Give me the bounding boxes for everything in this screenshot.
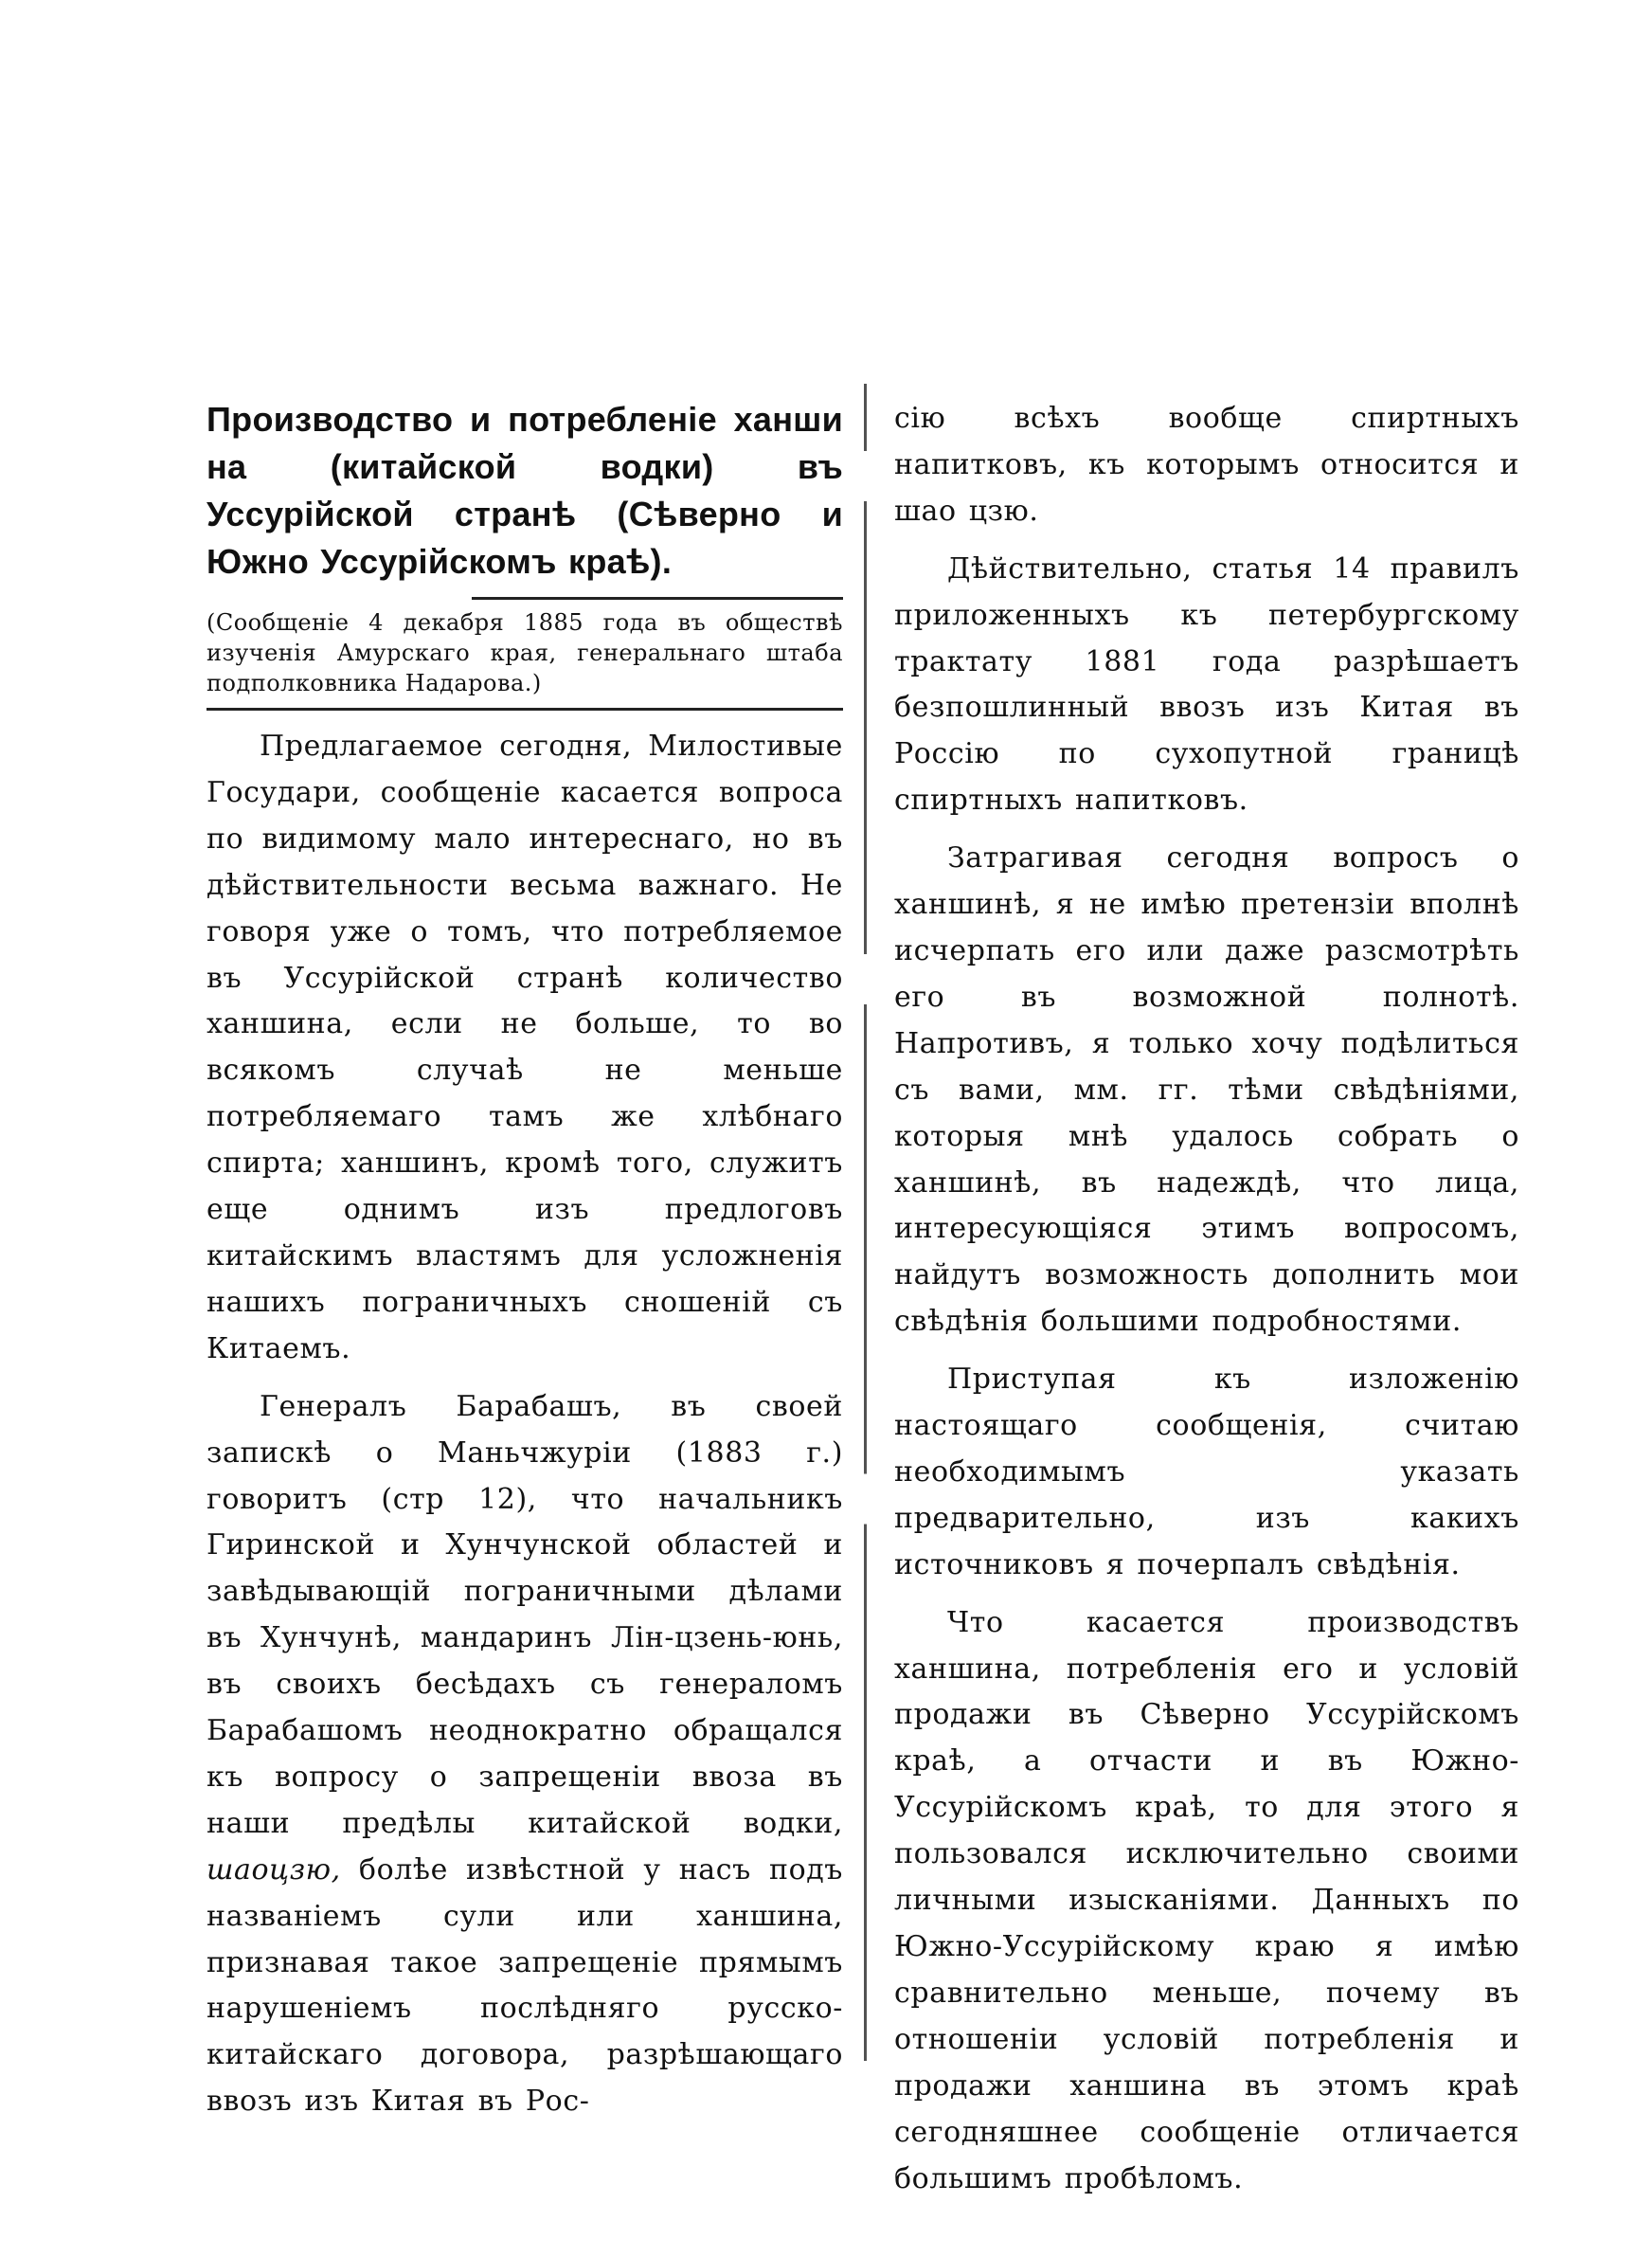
article-note: (Сообщеніе 4 декабря 1885 года въ обществѣ изученія Амурскаго края, генеральнаго штаба подполковника Надарова.) xyxy=(206,609,843,696)
left-paragraph-2-italic: шаоцзю, xyxy=(206,1852,341,1887)
note-rule xyxy=(206,708,843,711)
left-paragraph-2 xyxy=(206,1384,843,2126)
right-paragraph-3: Затрагивая сегодня вопросъ о ханшинѣ, я не имѣю претензіи вполнѣ исчерпать его или даже разсмотрѣть его въ возможной полнотѣ. Напротивъ, я только хочу подѣлиться съ вами, мм. гг. тѣми свѣдѣніями, которыя мнѣ удалось собрать о ханшинѣ, въ надеждѣ, что лица, интересующіяся этимъ вопросомъ, найдутъ возможность дополнить мои свѣдѣнія большими подробностями. xyxy=(894,841,1519,1339)
title-rule xyxy=(472,597,843,600)
column-divider xyxy=(864,384,867,2061)
right-paragraph-1: сію всѣхъ вообще спиртныхъ напитковъ, къ которымъ относится и шао цзю. xyxy=(894,402,1519,528)
left-paragraph-2-text-b: болѣе извѣстной у насъ подъ названіемъ сули или ханшина, признавая такое запрещеніе прямымъ нарушеніемъ послѣдняго русско-китайскаго договора, разрѣшающаго ввозъ изъ Китая въ Рос- xyxy=(206,1852,843,2119)
left-paragraph-1: Предлагаемое сегодня, Милостивые Государи, сообщеніе касается вопроса по видимому мало интереснаго, но въ дѣйствительности весьма важнаго. Не говоря уже о томъ, что потребляемое въ Уссурійской странѣ количество ханшина, если не больше, то во всякомъ случаѣ не меньше потребляемаго тамъ же хлѣбнаго спирта; ханшинъ, кромѣ того, служитъ еще однимъ изъ предлоговъ китайскимъ властямъ для усложненія нашихъ пограничныхъ сношеній съ Китаемъ. xyxy=(206,730,843,1365)
left-column xyxy=(206,396,843,2137)
left-paragraph-2-text-a: Генералъ Барабашъ, въ своей запискѣ о Маньчжуріи (1883 г.) говоритъ (стр 12), что начальникъ Гиринской и Хунчунской областей и завѣдывающій пограничными дѣлами въ Хунчунѣ, мандаринъ Лін-цзень-юнь, въ своихъ бесѣдахъ съ генераломъ Барабашомъ неоднократно обращался къ вопросу о запрещеніи ввоза въ наши предѣлы китайской водки, xyxy=(206,1389,843,1840)
right-paragraph-4: Приступая къ изложенію настоящаго сообщенія, считаю необходимымъ указать предварительно, изъ какихъ источниковъ я почерпалъ свѣдѣнія. xyxy=(894,1363,1519,1581)
right-column xyxy=(894,396,1519,2213)
article-title: Производство и потребленіе ханши на (китайской водки) въ Уссурійской странѣ (Сѣверно и Южно Уссурійскомъ краѣ). xyxy=(206,400,843,581)
right-paragraph-5: Что касается производствъ ханшина, потребленія его и условій продажи въ Сѣверно Уссурійскомъ краѣ, а отчасти и въ Южно-Уссурійскомъ краѣ, то для этого я пользовался исключительно своими личными изысканіями. Данныхъ по Южно-Уссурійскому краю я имѣю сравнительно меньше, почему въ отношеніи условій потребленія и продажи ханшина въ этомъ краѣ сегодняшнее сообщеніе отличается большимъ пробѣломъ. xyxy=(894,1605,1519,2195)
right-paragraph-2: Дѣйствительно, статья 14 правилъ приложенныхъ къ петербургскому трактату 1881 года разрѣшаетъ безпошлинный ввозъ изъ Китая въ Россію по сухопутной границѣ спиртныхъ напитковъ. xyxy=(894,551,1519,818)
